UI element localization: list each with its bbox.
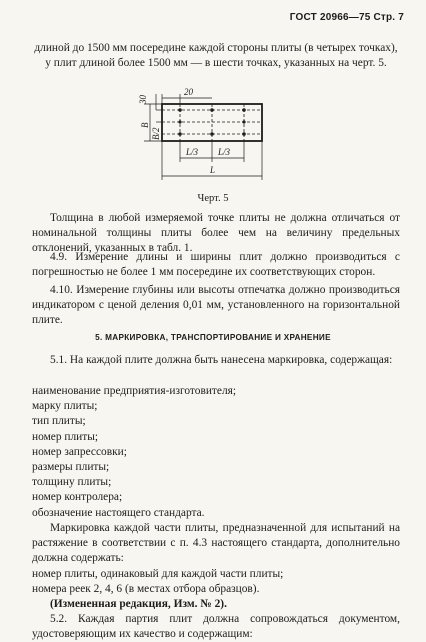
- paragraph-4-10: 4.10. Измерение глубины или высоты отпечатка должно производиться индикатором с ценой деления 0,01 мм, установленного на горизонтальной плите.: [32, 284, 400, 327]
- page-header: ГОСТ 20966—75 Стр. 7: [289, 12, 404, 23]
- list-item: номер плиты, одинаковый для каждой части плиты;: [32, 568, 284, 580]
- dim-bottom-L3b: L/3: [218, 147, 231, 157]
- dim-left-B: B: [140, 122, 150, 128]
- dim-bottom-L: L: [210, 165, 216, 175]
- list-item: обозначение настоящего стандарта.: [32, 506, 205, 519]
- list-item: марку плиты;: [32, 400, 98, 413]
- marking-list: [32, 384, 400, 521]
- figure-drawing: [130, 84, 280, 189]
- paragraph-5-1: 5.1. На каждой плите должна быть нанесена маркировка, содержащая:: [50, 354, 393, 366]
- list-item: наименование предприятия-изготовителя;: [32, 385, 237, 397]
- dim-left-B2: B/2: [151, 127, 161, 140]
- list-item: номера реек 2, 4, 6 (в местах отбора образцов).: [32, 583, 260, 596]
- paragraph-marking-parts: Маркировка каждой части плиты, предназначенной для испытаний на растяжение в соответствии с п. 4.3 настоящего стандарта, дополнительно должна содержать:: [32, 522, 400, 565]
- dim-top-20: 20: [184, 87, 193, 97]
- list-item: размеры плиты;: [32, 461, 110, 474]
- list-item: тип плиты;: [32, 415, 86, 428]
- list-item: номер плиты;: [32, 430, 99, 443]
- figure-caption: Черт. 5: [197, 193, 229, 204]
- list-item: номер запрессовки;: [32, 445, 127, 458]
- paragraph-5-2: 5.2. Каждая партия плит должна сопровождаться документом, удостоверяющим их качество и содержащим:: [32, 613, 400, 641]
- paragraph-thickness: Толщина в любой измеряемой точке плиты не должна отличаться от номинальной толщины плиты более чем на величину предельных отклонений, указанных в табл. 1.: [32, 212, 400, 255]
- list-item: номер контролера;: [32, 491, 123, 504]
- section-title: 5. МАРКИРОВКА, ТРАНСПОРТИРОВАНИЕ И ХРАНЕНИЕ: [95, 333, 331, 342]
- marking-parts-list: [32, 567, 400, 597]
- dim-left-30: 30: [138, 95, 148, 104]
- revision-note: (Измененная редакция, Изм. № 2).: [50, 598, 227, 610]
- paragraph-4-9: 4.9. Измерение длины и ширины плит должно производиться с погрешностью не более 1 мм посередине их соответствующих сторон.: [32, 251, 400, 279]
- dim-bottom-L3a: L/3: [186, 147, 199, 157]
- list-item: толщину плиты;: [32, 476, 112, 489]
- intro-paragraph: длиной до 1500 мм посередине каждой стороны плиты (в четырех точках), у плит длиной более 1500 мм — в шести точках, указанных на черт. 5.: [34, 42, 398, 70]
